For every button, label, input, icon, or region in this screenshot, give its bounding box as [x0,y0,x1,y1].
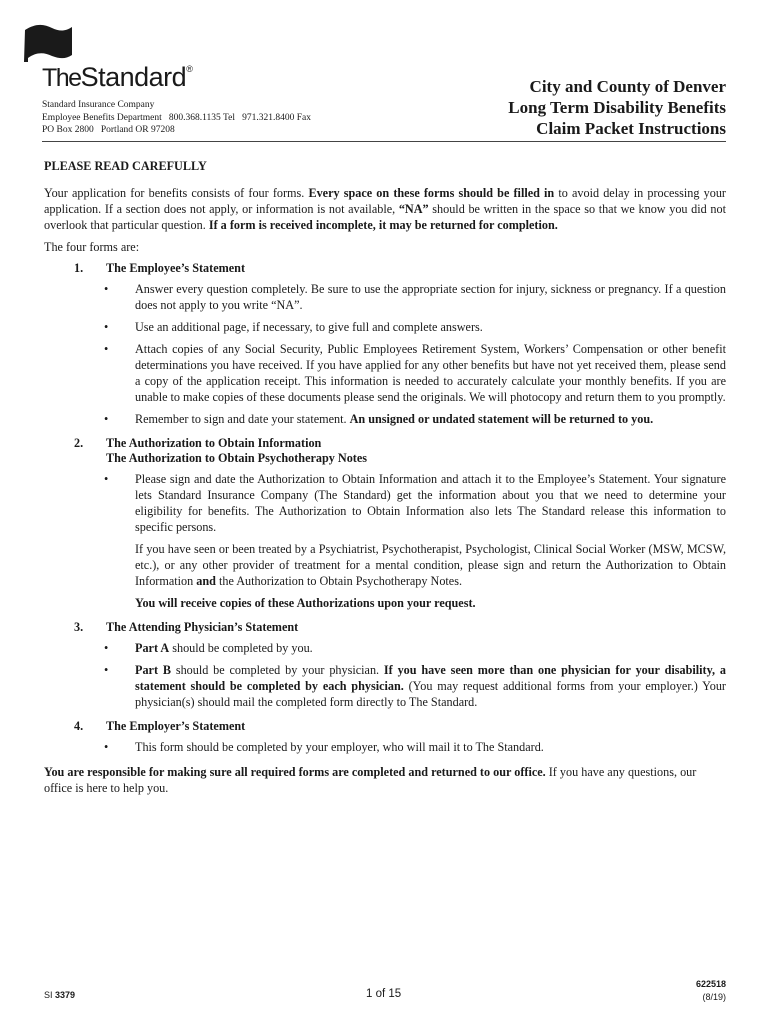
company-name: Standard Insurance Company [42,100,155,110]
section-title: The Authorization to Obtain Information The Authorization to Obtain Psychotherapy Notes [106,436,368,465]
company-po-box: PO Box 2800 Portland OR 97208 [42,125,175,136]
company-contact: Employee Benefits Department 800.368.1135 Tel 971.321.8400 Fax [42,112,311,123]
section-employer-statement [44,719,726,755]
section-number: 4. [74,719,84,733]
list-item: • Remember to sign and date your statement. An unsigned or undated statement will be returned to you. [104,412,654,426]
section-physician-statement [44,620,726,710]
header-divider [42,141,726,142]
section-authorizations [44,436,726,611]
standard-wordmark: TheStandard® [42,62,193,92]
read-carefully-heading: PLEASE READ CAREFULLY [44,159,207,173]
company-address [42,99,311,137]
section-title: The Attending Physician’s Statement [106,620,299,634]
form-code: 622518 (8/19) [695,979,726,1002]
forms-intro: The four forms are: [44,240,140,254]
list-item: • Answer every question completely. Be sure to use the appropriate section for injury, sickness or pregnancy. If a question does not apply to you write “NA”. [104,282,726,312]
intro-paragraph: Your application for benefits consists of four forms. Every space on these forms should be filled in to avoid delay in processing your application. If a section does not apply, or information is not available, “NA” should be written in the space so that we know you did not overlook that particular question. If a form is received incomplete, it may be returned for completion. [44,186,726,232]
list-item: • This form should be completed by your employer, who will mail it to The Standard. [104,740,544,754]
page-number: 1 of 15 [366,988,402,1000]
document-title: City and County of Denver Long Term Disability Benefits Claim Packet Instructions [508,77,726,138]
section-number: 2. [74,436,84,450]
list-item: • Part B should be completed by your physician. If you have seen more than one physician for your disability, a statement should be completed by each physician. (You may request additional forms from your employer.) Your physician(s) should mail the completed form directly to The Standard. [104,663,726,709]
section-title: The Employer’s Statement [106,719,246,733]
form-id: SI 3379 [44,990,76,1000]
section-title: The Employee’s Statement [106,261,246,275]
closing-paragraph: You are responsible for making sure all required forms are completed and returned to our office. If you have any questions, our office is here to help you. [44,765,697,795]
section-number: 1. [74,261,84,275]
list-item: • Part A should be completed by you. [104,641,313,655]
section-number: 3. [74,620,84,634]
section-employee-statement [44,261,726,427]
standard-flag-logo-icon [22,22,74,62]
list-item: • Attach copies of any Social Security, Public Employees Retirement System, Workers’ Compensation or other benefit determinations you have received. If you have applied for any other benefits but have not yet received them, please send a copy of the application receipt. This information is needed to accurately calculate your monthly benefits. If you are unable to make copies of these documents please send the originals. We will photocopy and return them to you promptly. [104,342,726,404]
list-item: • Please sign and date the Authorization to Obtain Information and attach it to the Employee’s Statement. Your signature lets Standard Insurance Company (The Standard) get the information about you that we need to determine your eligibility for benefits. The Authorization to Obtain Information also lets The Standard release this information to specific persons. If you have seen or been treated by a Psychiatrist, Psychotherapist, Psychologist, Clinical Social Worker (MSW, MCSW, etc.), or any other provider of treatment for a mental condition, please sign and return the Authorization to Obtain Information and the Authorization to Obtain Psychotherapy Notes. You will receive copies of these Authorizations upon your request. [104,472,726,610]
instructions-body [44,158,726,808]
list-item: • Use an additional page, if necessary, to give full and complete answers. [104,320,483,334]
